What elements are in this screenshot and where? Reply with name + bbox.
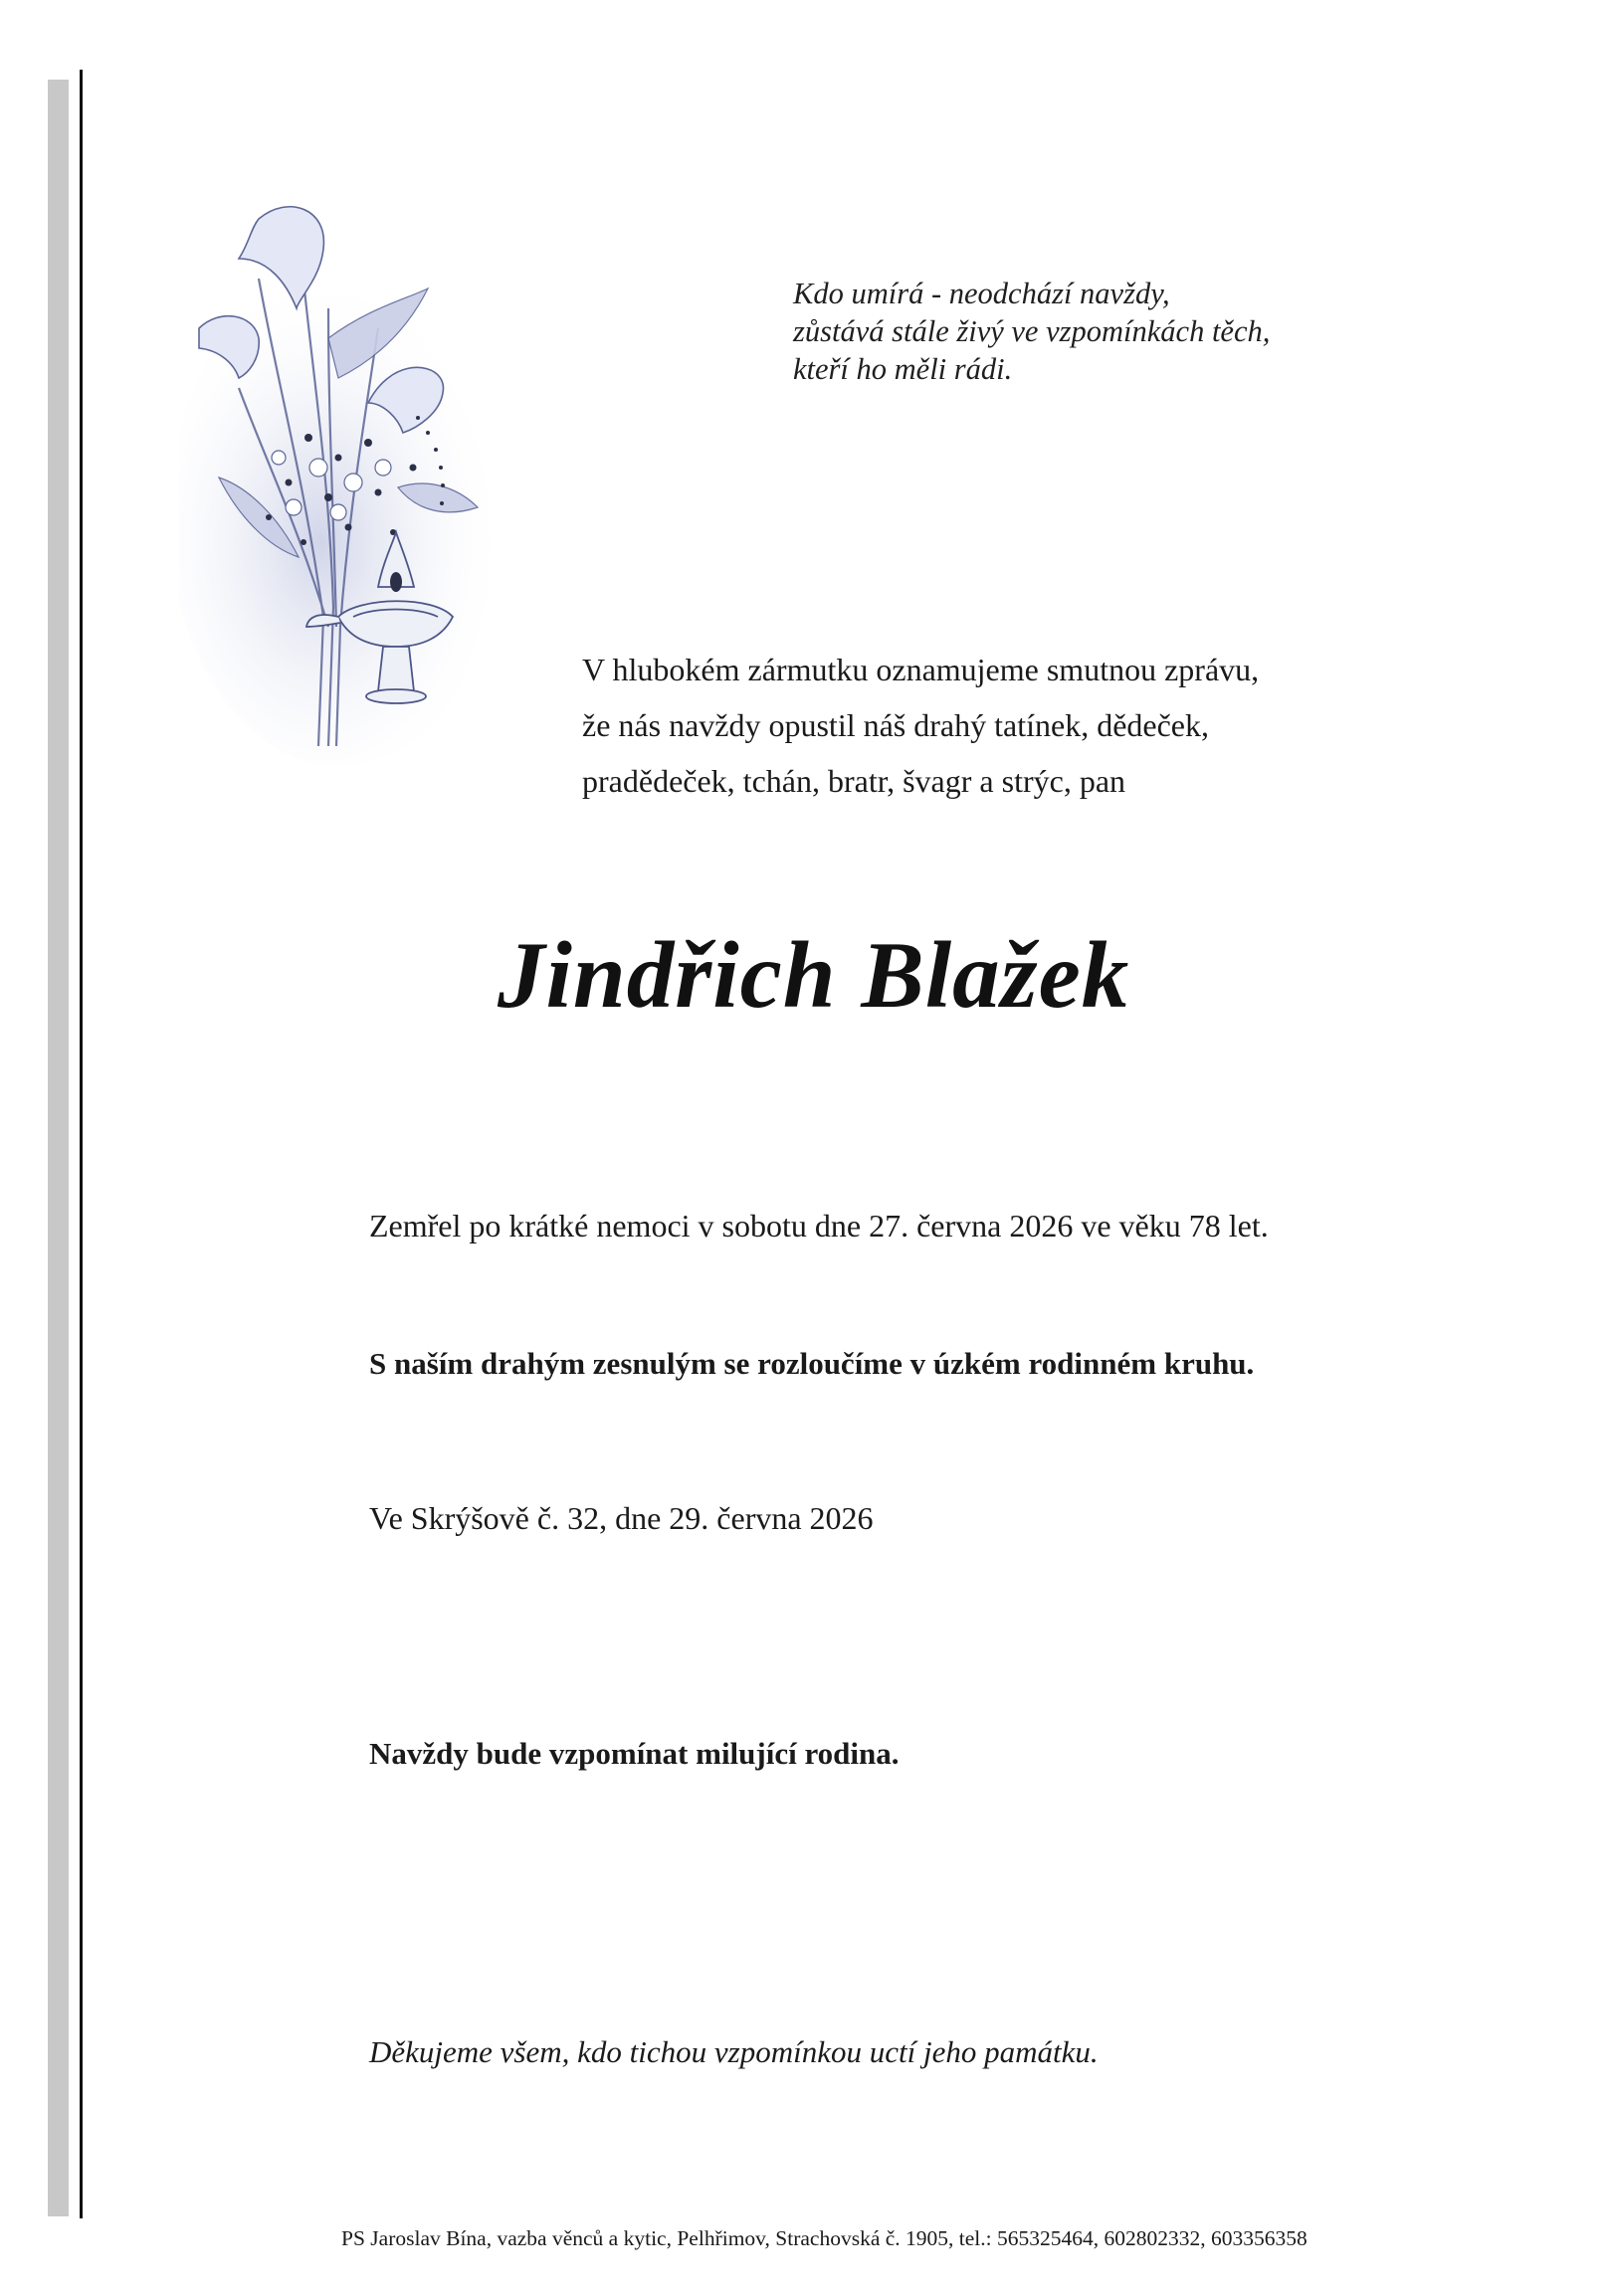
announcement-line: že nás navždy opustil náš drahý tatínek, dědeček,: [582, 707, 1209, 743]
announcement-line: V hlubokém zármutku oznamujeme smutnou zprávu,: [582, 652, 1260, 687]
left-border-line: [80, 70, 83, 2218]
motto-line: kteří ho měli rádi.: [793, 352, 1013, 386]
announcement: [582, 642, 1259, 809]
announcement-line: pradědeček, tchán, bratr, švagr a strýc, pan: [582, 763, 1126, 799]
motto-line: Kdo umírá - neodchází navždy,: [793, 277, 1170, 310]
lily-bouquet-and-lamp-icon: [179, 189, 537, 766]
footer-imprint: PS Jaroslav Bína, vazba věnců a kytic, Pelhřimov, Strachovská č. 1905, tel.: 565325464, 602802332, 603356358: [341, 2226, 1307, 2250]
left-border-strip: [48, 80, 69, 2216]
funeral-notice: S naším drahým zesnulým se rozloučíme v úzkém rodinném kruhu.: [369, 1346, 1255, 1381]
family-line: Navždy bude vzpomínat milující rodina.: [369, 1736, 900, 1771]
thanks-line: Děkujeme všem, kdo tichou vzpomínkou uctí jeho památku.: [369, 2034, 1099, 2069]
deceased-name: Jindřich Blažek: [498, 922, 1130, 1028]
motto-quote: [793, 275, 1270, 388]
death-notice: Zemřel po krátké nemoci v sobotu dne 27. června 2026 ve věku 78 let.: [369, 1208, 1269, 1244]
motto-line: zůstává stále živý ve vzpomínkách těch,: [793, 314, 1271, 348]
place-date: Ve Skrýšově č. 32, dne 29. června 2026: [369, 1500, 874, 1536]
